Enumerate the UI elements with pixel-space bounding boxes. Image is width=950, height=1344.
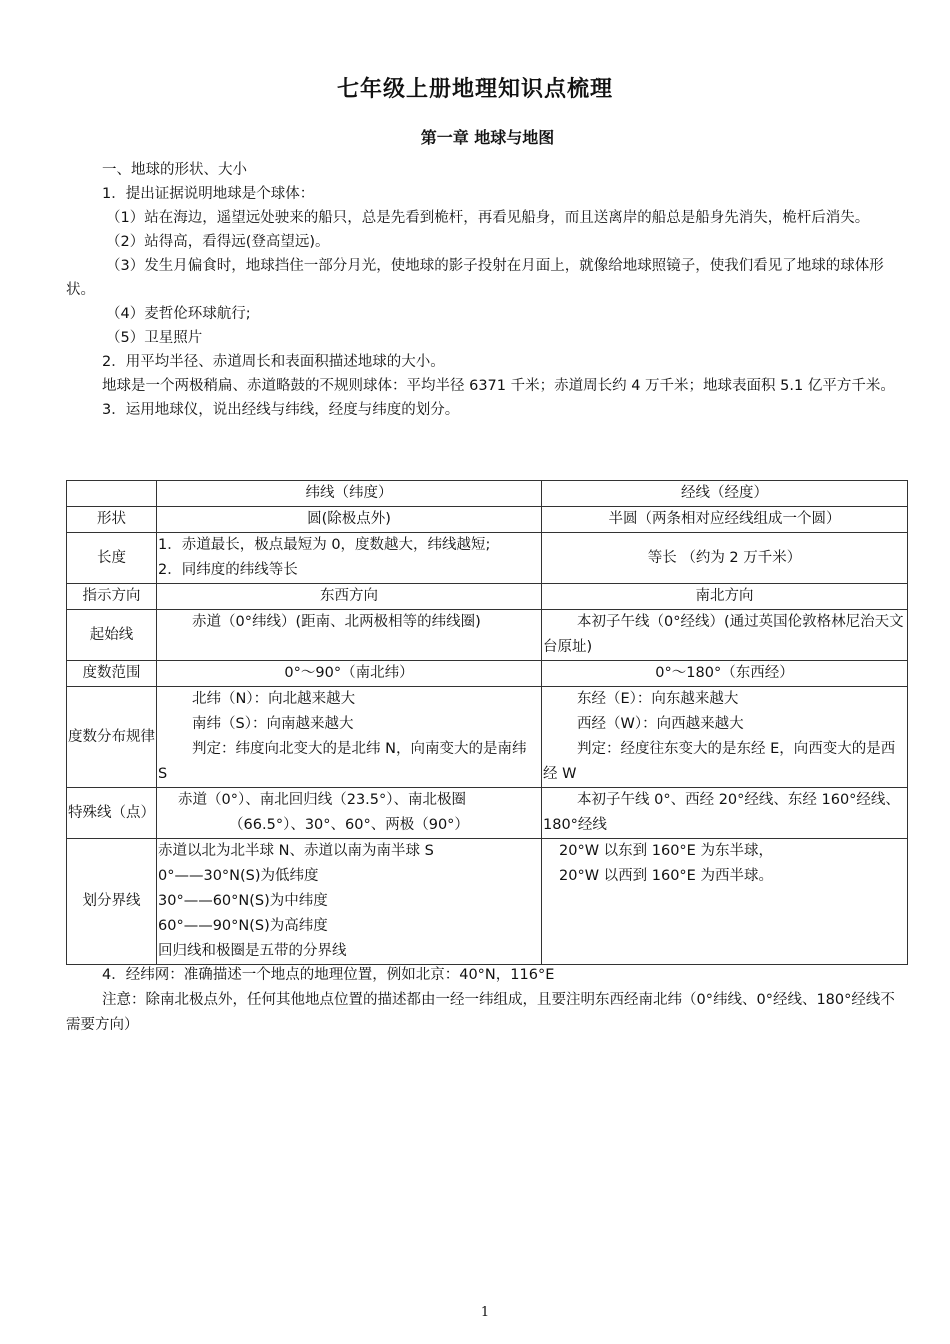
after-table-section bbox=[66, 963, 908, 1038]
lat-division-high: 60°——90°N(S)为高纬度 bbox=[158, 918, 328, 934]
table-row-direction bbox=[67, 584, 908, 610]
lon-range: 0°～180°（东西经） bbox=[542, 661, 908, 687]
table-row-special-lines bbox=[67, 788, 908, 839]
page-number: 1 bbox=[480, 1305, 490, 1320]
header-latitude: 纬线（纬度） bbox=[157, 481, 542, 507]
intro-section bbox=[66, 158, 908, 422]
table-row-division bbox=[67, 839, 908, 965]
lat-special-line-2: （66.5°）、30°、60°、两极（90°） bbox=[229, 817, 469, 833]
evidence-5: （5）卫星照片 bbox=[106, 330, 203, 346]
question-1: 1．提出证据说明地球是个球体： bbox=[102, 186, 315, 202]
lon-length: 等长 （约为 2 万千米） bbox=[542, 533, 908, 584]
lat-direction: 东西方向 bbox=[157, 584, 542, 610]
lon-direction: 南北方向 bbox=[542, 584, 908, 610]
lon-division-east: 20°W 以东到 160°E 为东半球， bbox=[559, 843, 773, 859]
row-label-direction: 指示方向 bbox=[67, 584, 157, 610]
lat-length-line-2: 2．同纬度的纬线等长 bbox=[158, 562, 298, 578]
row-label-division: 划分界线 bbox=[67, 839, 157, 965]
row-label-length: 长度 bbox=[67, 533, 157, 584]
lat-length-line-1: 1．赤道最长，极点最短为 0，度数越大，纬线越短; bbox=[158, 537, 491, 553]
lat-distribution-rule: 判定：纬度向北变大的是北纬 N，向南变大的是南纬 S bbox=[158, 741, 527, 782]
evidence-3: （3）发生月偏食时，地球挡住一部分月光，使地球的影子投射在月面上，就像给地球照镜子，使我们看见了地球的球体形状。 bbox=[66, 258, 884, 298]
lon-distribution bbox=[542, 687, 908, 788]
row-label-distribution: 度数分布规律 bbox=[67, 687, 157, 788]
lat-division-mid: 30°——60°N(S)为中纬度 bbox=[158, 893, 328, 909]
lat-distribution-north: 北纬（N）：向北越来越大 bbox=[192, 691, 356, 707]
question-4: 4．经纬网：准确描述一个地点的地理位置，例如北京：40°N，116°E bbox=[102, 967, 555, 983]
question-3: 3．运用地球仪，说出经线与纬线，经度与纬度的划分。 bbox=[102, 402, 460, 418]
table-row-range bbox=[67, 661, 908, 687]
table-row-distribution bbox=[67, 687, 908, 788]
lat-range: 0°～90°（南北纬） bbox=[157, 661, 542, 687]
lat-division-zones: 回归线和极圈是五带的分界线 bbox=[158, 943, 347, 959]
table-row-start-line bbox=[67, 610, 908, 661]
lon-special-lines: 本初子午线 0°、西经 20°经线、东经 160°经线、180°经线 bbox=[542, 788, 908, 839]
lat-special-lines bbox=[157, 788, 542, 839]
earth-size-text: 地球是一个两极稍扁、赤道略鼓的不规则球体：平均半径 6371 千米；赤道周长约 4 万千米；地球表面积 5.1 亿平方千米。 bbox=[102, 378, 895, 394]
row-label-range: 度数范围 bbox=[67, 661, 157, 687]
table-row-shape bbox=[67, 507, 908, 533]
chapter-heading: 第一章 地球与地图 bbox=[420, 128, 555, 147]
table-corner-cell bbox=[67, 481, 157, 507]
lat-division-hemisphere: 赤道以北为北半球 N、赤道以南为南半球 S bbox=[158, 843, 434, 859]
lon-distribution-west: 西经（W）：向西越来越大 bbox=[577, 716, 744, 732]
lat-distribution bbox=[157, 687, 542, 788]
evidence-2: （2）站得高，看得远(登高望远)。 bbox=[106, 234, 330, 250]
lon-start-line: 本初子午线（0°经线）(通过英国伦敦格林尼治天文台原址) bbox=[542, 610, 908, 661]
row-label-special-lines: 特殊线（点） bbox=[67, 788, 157, 839]
lat-division-low: 0°——30°N(S)为低纬度 bbox=[158, 868, 319, 884]
lon-distribution-rule: 判定：经度往东变大的是东经 E，向西变大的是西经 W bbox=[543, 741, 896, 782]
lon-division bbox=[542, 839, 908, 965]
lat-start-line: 赤道（0°纬线）(距南、北两极相等的纬线圈) bbox=[157, 610, 542, 661]
lon-shape: 半圆（两条相对应经线组成一个圆） bbox=[542, 507, 908, 533]
lon-division-west: 20°W 以西到 160°E 为西半球。 bbox=[559, 868, 773, 884]
lat-division bbox=[157, 839, 542, 965]
lon-distribution-east: 东经（E）：向东越来越大 bbox=[577, 691, 739, 707]
evidence-1: （1）站在海边，遥望远处驶来的船只，总是先看到桅杆，再看见船身，而且送离岸的船总是船身先消失，桅杆后消失。 bbox=[106, 210, 870, 226]
table-header-row bbox=[67, 481, 908, 507]
lat-shape: 圆(除极点外) bbox=[157, 507, 542, 533]
document-title: 七年级上册地理知识点梳理 bbox=[336, 77, 613, 102]
lat-special-line-1: 赤道（0°）、南北回归线（23.5°）、南北极圈 bbox=[178, 792, 467, 808]
latitude-longitude-table bbox=[66, 480, 908, 965]
section-heading: 一、地球的形状、大小 bbox=[102, 162, 247, 178]
note-text: 注意：除南北极点外，任何其他地点位置的描述都由一经一纬组成，且要注明东西经南北纬（0°纬线、0°经线、180°经线不需要方向） bbox=[66, 992, 895, 1033]
row-label-start-line: 起始线 bbox=[67, 610, 157, 661]
table-row-length bbox=[67, 533, 908, 584]
lat-distribution-south: 南纬（S）：向南越来越大 bbox=[192, 716, 354, 732]
header-longitude: 经线（经度） bbox=[542, 481, 908, 507]
question-2: 2．用平均半径、赤道周长和表面积描述地球的大小。 bbox=[102, 354, 445, 370]
lat-length bbox=[157, 533, 542, 584]
evidence-4: （4）麦哲伦环球航行; bbox=[106, 306, 251, 322]
row-label-shape: 形状 bbox=[67, 507, 157, 533]
